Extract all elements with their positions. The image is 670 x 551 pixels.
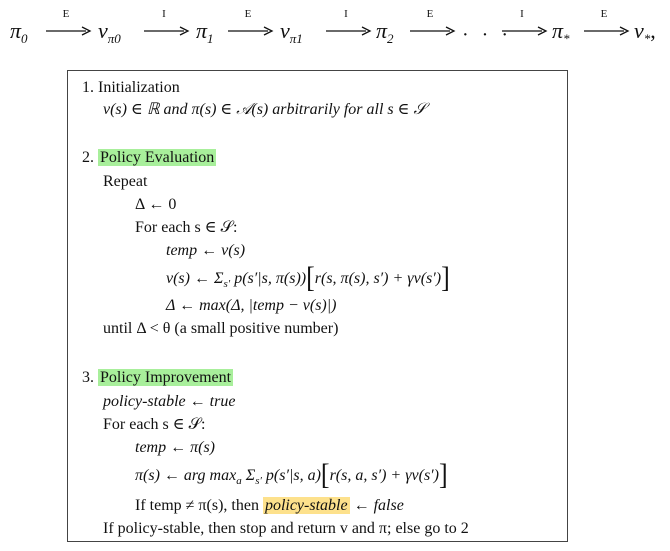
step3-if-line: If temp ≠ π(s), then policy-stable ← false: [135, 497, 404, 514]
arrow-e-1: E: [46, 8, 92, 42]
step2-delta-update: Δ ← max(Δ, |temp − v(s)|): [166, 297, 337, 314]
pi-2-token: $\pi_2$: [376, 18, 394, 46]
step3-stable-init: policy-stable ← true: [103, 393, 236, 410]
policy-stable-highlight: policy-stable: [264, 497, 348, 514]
arrow-i-1: I: [144, 8, 190, 42]
v-pi0-token: $v_{\pi 0}$: [98, 18, 121, 46]
arrow-i-3: I: [502, 8, 548, 42]
ellipsis: · · ·: [462, 24, 512, 46]
step1-title: 1. Initialization: [82, 79, 180, 96]
step3-final: If policy-stable, then stop and return v and π; else go to 2: [103, 520, 469, 537]
step2-v-update: v(s) ← $\Sigma_{s'}$ p(s′|s, π(s))[r(s, π(s), s′) + γv(s′)]: [166, 260, 450, 295]
step1-body: v(s) ∈ ℝ and π(s) ∈ 𝒜(s) arbitrarily for all s ∈ 𝒮: [103, 101, 426, 118]
step3-pi-update: π(s) ← arg $\max_a \Sigma_{s'}$ p(s′|s, a)[r(s, a, s′) + γv(s′)]: [135, 457, 448, 492]
policy-iteration-sequence: [6, 8, 666, 60]
arrow-e-4: E: [584, 8, 630, 42]
policy-evaluation-title: Policy Evaluation: [100, 149, 215, 166]
step2-for-each: For each s ∈ 𝒮:: [135, 219, 238, 236]
arrow-e-3: E: [410, 8, 456, 42]
pi-1-token: $\pi_1$: [196, 18, 214, 46]
v-pi1-token: $v_{\pi 1}$: [280, 18, 303, 46]
policy-improvement-title: Policy Improvement: [100, 369, 232, 386]
step2-heading: 2. Policy Evaluation: [82, 149, 215, 166]
v-star-token: $v_*$,: [634, 18, 656, 46]
pi-0-token: $\pi_0$: [10, 18, 28, 46]
step2-repeat: Repeat: [103, 173, 148, 190]
step3-heading: 3. Policy Improvement: [82, 369, 232, 386]
arrow-e-2: E: [228, 8, 274, 42]
step2-temp-assign: temp ← v(s): [166, 242, 246, 259]
step3-temp-assign: temp ← π(s): [135, 439, 215, 456]
step2-delta-init: Δ ← 0: [135, 196, 177, 213]
arrow-i-2: I: [326, 8, 372, 42]
pi-star-token: $\pi_*$: [552, 18, 570, 46]
step3-for-each: For each s ∈ 𝒮:: [103, 416, 206, 433]
step2-until: until Δ < θ (a small positive number): [103, 320, 339, 337]
